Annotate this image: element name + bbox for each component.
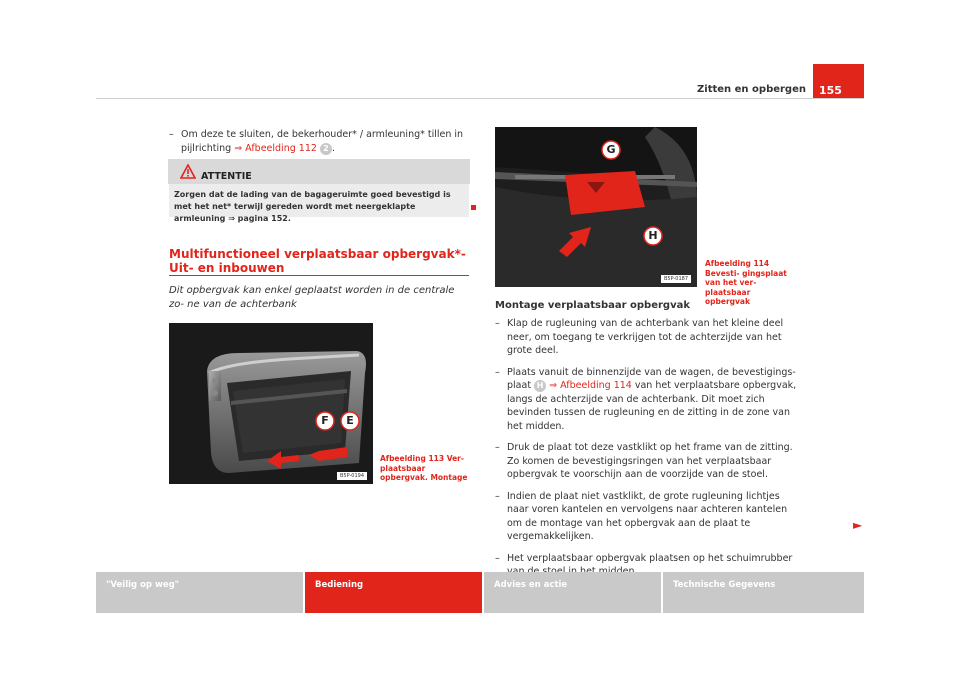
figure-code: B5P-0194 [337, 472, 367, 480]
step-text: Druk de plaat tot deze vastklikt op het frame van de zitting. Zo komen de bevestigingsringen van het verplaatsbaar opbergvak te voorschijn aan de voorzijde van de stoel. [507, 442, 793, 480]
step-text-before: Plaats vanuit de binnenzijde van de wagen, de bevestigings- plaat [507, 366, 796, 391]
list-dash: – [495, 366, 500, 378]
header-rule [96, 98, 864, 99]
figure-113-illustration [169, 323, 373, 484]
marker-2-icon: 2 [320, 143, 332, 155]
attention-title: ATTENTIE [201, 171, 252, 182]
step-text: Indien de plaat niet vastklikt, de grote rugleuning lichtjes naar voren kantelen en vervolgens naar achteren kantelen om de montage van het opbergvak aan de plaat te vergemakkelijken. [507, 490, 788, 542]
page-number: 155 [813, 64, 864, 99]
figure-code: B5P-0187 [661, 275, 691, 283]
instruction-end: . [331, 142, 335, 154]
end-marker [471, 205, 476, 210]
list-dash: – [495, 318, 500, 329]
warning-icon [180, 164, 196, 179]
right-instructions [495, 317, 799, 587]
chapter-title: Zitten en opbergen [697, 84, 806, 95]
figure-link-114[interactable]: ⇒ Afbeelding 114 [549, 380, 632, 391]
step-text: Het verplaatsbaar opbergvak plaatsen op het schuimrubber [507, 552, 793, 564]
section-rule [169, 275, 469, 276]
label-h: H [648, 229, 658, 242]
label-f: F [321, 414, 329, 427]
list-dash: – [495, 552, 500, 564]
figure-114-caption: Afbeelding 114 Bevesti- gingsplaat van het ver- plaatsbaar opbergvak [705, 259, 787, 306]
list-item [495, 441, 799, 482]
tab-bediening[interactable]: Bediening [305, 572, 482, 613]
list-item [495, 317, 799, 358]
marker-h-icon: H [534, 380, 546, 392]
figure-114 [495, 127, 697, 287]
list-item [495, 366, 799, 434]
tab-technische-gegevens[interactable]: Technische Gegevens [663, 572, 864, 613]
step-text: Klap de rugleuning van de achterbank van het kleine deel neer, om toegang te verkrijgen tot de achterzijde van het grote deel. [507, 318, 784, 356]
label-e: E [346, 414, 354, 427]
instruction-text: Om deze te sluiten, de bekerhouder* / armleuning* tillen in pijlrichting [181, 129, 464, 154]
next-page-arrow-icon[interactable]: ► [853, 518, 863, 532]
subheading: Montage verplaatsbaar opbergvak [495, 300, 690, 311]
list-item [495, 490, 799, 544]
step-text-after: van het verplaatsbare opbergvak, langs de achterzijde van de achterbank. Dit moet zich bevinden tussen de rugleuning en de zitting in de zone van het midden. [507, 380, 797, 432]
section-title: Multifunctioneel verplaatsbaar opbergvak*- Uit- en inbouwen [169, 247, 466, 275]
footer-tabs [96, 572, 864, 613]
list-dash: – [495, 442, 500, 453]
figure-114-illustration [495, 127, 697, 287]
figure-113-caption: Afbeelding 113 Ver- plaatsbaar opbergvak. Montage [380, 454, 468, 482]
label-g: G [606, 143, 616, 156]
figure-link-112[interactable]: ⇒ Afbeelding 112 [234, 142, 317, 154]
section-subtitle: Dit opbergvak kan enkel geplaatst worden in de centrale zo- ne van de achterbank [169, 285, 455, 310]
tab-advies-en-actie[interactable]: Advies en actie [484, 572, 661, 613]
left-instruction [169, 128, 469, 155]
attention-body: Zorgen dat de lading van de bagageruimte goed bevestigd is met het net* terwijl gereden wordt met neergeklapte armleuning ⇒ pagina 152. [174, 190, 451, 223]
list-item [169, 128, 469, 155]
tab-veilig-op-weg[interactable]: "Veilig op weg" [96, 572, 303, 613]
list-dash: – [169, 129, 174, 140]
list-dash: – [495, 490, 500, 502]
figure-113 [169, 323, 373, 484]
